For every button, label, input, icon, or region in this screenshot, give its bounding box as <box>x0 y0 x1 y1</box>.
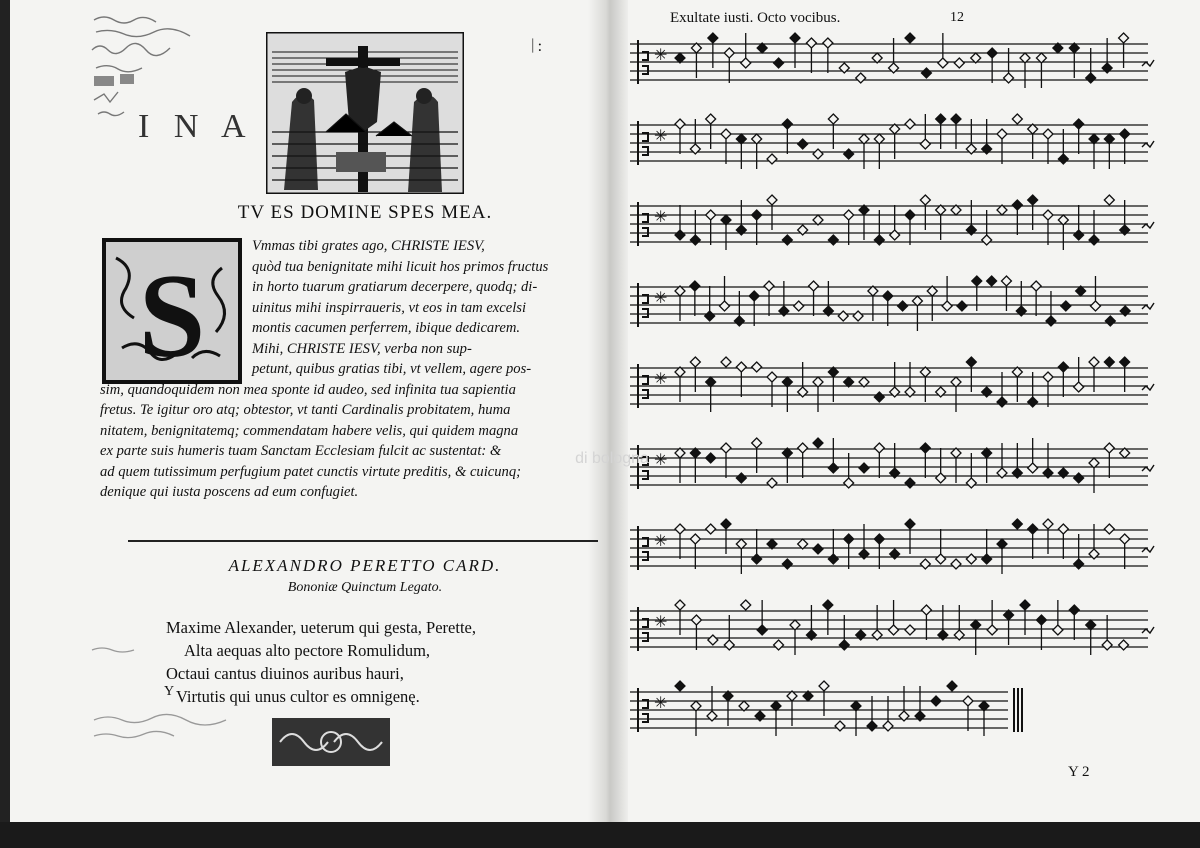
initial-letter: S <box>138 249 206 382</box>
music-note <box>997 129 1007 139</box>
music-note <box>1074 473 1084 483</box>
body-line: uinitus mihi inspirraueris, vt eos in tam excelsi <box>252 299 527 316</box>
music-note <box>883 291 893 301</box>
body-line: nitatem, benignitatemq; commendatam habere velis, qui quidem magna <box>100 422 519 439</box>
crucifixion-woodcut <box>266 32 464 194</box>
music-note <box>675 681 685 691</box>
music-note <box>905 478 915 488</box>
music-note <box>856 73 866 83</box>
sharp-sign: ✳ <box>654 614 668 631</box>
music-note <box>752 438 762 448</box>
right-page <box>628 0 1200 822</box>
music-note <box>1089 357 1099 367</box>
custos <box>1142 465 1154 471</box>
music-note <box>790 33 800 43</box>
music-note <box>782 559 792 569</box>
music-note <box>936 473 946 483</box>
music-note <box>859 463 869 473</box>
music-note <box>905 119 915 129</box>
music-note <box>905 625 915 635</box>
signature-mark-right: Y 2 <box>1068 764 1090 780</box>
music-note <box>757 625 767 635</box>
music-note <box>951 114 961 124</box>
poem-subheading: Bononiæ Quinctum Legato. <box>287 580 443 595</box>
music-note <box>921 605 931 615</box>
music-title: Exultate iusti. Octo vocibus. <box>670 10 841 26</box>
music-staff <box>630 114 1154 169</box>
music-note <box>809 281 819 291</box>
music-note <box>691 615 701 625</box>
music-note <box>752 210 762 220</box>
music-note <box>741 600 751 610</box>
music-note <box>823 600 833 610</box>
body-line: ex parte suis humeris tuam Sanctam Ecclesiam fulcit ac sustentat: & <box>100 443 502 459</box>
music-note <box>1001 276 1011 286</box>
music-note <box>708 33 718 43</box>
music-note <box>706 114 716 124</box>
sharp-sign: ✳ <box>654 290 668 307</box>
music-note <box>1036 615 1046 625</box>
music-note <box>1120 357 1130 367</box>
music-note <box>813 149 823 159</box>
music-note <box>813 438 823 448</box>
music-note <box>767 372 777 382</box>
music-note <box>920 443 930 453</box>
music-note <box>1105 316 1115 326</box>
music-note <box>741 58 751 68</box>
sharp-sign: ✳ <box>654 47 668 64</box>
music-note <box>874 443 884 453</box>
music-note <box>1120 534 1130 544</box>
final-barline <box>1014 688 1022 732</box>
music-note <box>1043 372 1053 382</box>
custos <box>1142 222 1154 228</box>
custos <box>1142 546 1154 552</box>
poem-line: Octaui cantus diuinos auribus hauri, <box>166 664 404 683</box>
music-note <box>764 281 774 291</box>
music-staff <box>630 519 1154 574</box>
music-note <box>721 519 731 529</box>
music-note <box>1031 281 1041 291</box>
body-line: ad quem tutissimum perfugium patet cunctis virtute preditis, & cuicunq; <box>100 463 522 480</box>
music-note <box>706 453 716 463</box>
music-note <box>767 154 777 164</box>
music-note <box>938 58 948 68</box>
music-note <box>883 721 893 731</box>
music-note <box>1074 559 1084 569</box>
music-note <box>774 640 784 650</box>
music-note <box>690 235 700 245</box>
music-note <box>1028 397 1038 407</box>
music-note <box>921 68 931 78</box>
music-note <box>838 311 848 321</box>
left-page <box>10 0 588 822</box>
music-note <box>767 195 777 205</box>
music-note <box>690 281 700 291</box>
music-note <box>806 38 816 48</box>
music-note <box>720 301 730 311</box>
body-line: montis cacumen perferrem, ibique dedicarem. <box>252 320 521 336</box>
music-note <box>1046 316 1056 326</box>
music-note <box>1090 301 1100 311</box>
music-note <box>782 119 792 129</box>
body-line: in horto tuarum gratiarum decerpere, quodq; di- <box>252 279 538 295</box>
music-note <box>1004 73 1014 83</box>
signature-mark: Y <box>164 684 175 699</box>
music-note <box>823 38 833 48</box>
poem-line: Maxime Alexander, ueterum qui gesta, Perette, <box>166 618 476 637</box>
music-note <box>1028 195 1038 205</box>
music-note <box>828 235 838 245</box>
music-note <box>898 301 908 311</box>
music-note <box>675 600 685 610</box>
music-note <box>1012 200 1022 210</box>
music-note <box>982 235 992 245</box>
music-note <box>966 357 976 367</box>
music-note <box>1074 230 1084 240</box>
music-note <box>844 149 854 159</box>
custos <box>1142 384 1154 390</box>
body-line: sim, quandoquidem non mea sponte id audeo, sed infinita tua sapientia <box>100 381 516 398</box>
music-note <box>721 357 731 367</box>
music-note <box>798 139 808 149</box>
music-note <box>1119 33 1129 43</box>
music-note <box>828 554 838 564</box>
music-note <box>889 625 899 635</box>
music-note <box>920 195 930 205</box>
music-note <box>1012 114 1022 124</box>
music-note <box>1058 362 1068 372</box>
sharp-sign: ✳ <box>654 452 668 469</box>
scan-edge-bottom <box>0 822 1200 848</box>
dedication-title: TV ES DOMINE SPES MEA. <box>237 202 493 223</box>
music-note <box>734 316 744 326</box>
music-note <box>1028 463 1038 473</box>
music-note <box>844 210 854 220</box>
music-staff <box>630 438 1154 493</box>
music-note <box>1028 524 1038 534</box>
music-staff <box>630 357 1154 412</box>
music-note <box>675 230 685 240</box>
music-note <box>920 139 930 149</box>
music-note <box>752 362 762 372</box>
music-staff <box>630 681 1022 736</box>
music-note <box>972 276 982 286</box>
music-note <box>675 524 685 534</box>
music-note <box>951 559 961 569</box>
music-note <box>813 544 823 554</box>
music-note <box>966 478 976 488</box>
music-note <box>749 291 759 301</box>
custos <box>1142 303 1154 309</box>
music-note <box>987 625 997 635</box>
margin-handwriting-lower <box>90 640 250 750</box>
music-note <box>1012 519 1022 529</box>
music-note <box>752 554 762 564</box>
poem-line: Alta aequas alto pectore Romulidum, <box>184 641 431 660</box>
music-note <box>957 301 967 311</box>
music-note <box>1020 600 1030 610</box>
music-note <box>1058 154 1068 164</box>
music-note <box>724 48 734 58</box>
music-note <box>942 301 952 311</box>
body-line: petunt, quibus gratias tibi, vt vellem, agere pos- <box>252 361 532 377</box>
music-note <box>774 58 784 68</box>
music-note <box>905 33 915 43</box>
music-note <box>905 210 915 220</box>
tailpiece-ornament <box>272 718 390 766</box>
music-note <box>1119 640 1129 650</box>
music-note <box>1053 625 1063 635</box>
music-note <box>1104 443 1114 453</box>
music-note <box>963 696 973 706</box>
poem-heading: ALEXANDRO PERETTO CARD. <box>228 556 502 575</box>
music-note <box>874 534 884 544</box>
music-note <box>721 443 731 453</box>
music-note <box>1104 524 1114 534</box>
music-note <box>1102 640 1112 650</box>
music-note <box>947 681 957 691</box>
body-line: Mihi, CHRISTE IESV, verba non sup- <box>252 340 472 357</box>
music-note <box>736 473 746 483</box>
music-note <box>706 210 716 220</box>
music-note <box>721 129 731 139</box>
music-note <box>920 559 930 569</box>
sharp-sign: ✳ <box>654 128 668 145</box>
music-staff <box>630 276 1154 331</box>
music-note <box>853 311 863 321</box>
music-note <box>954 58 964 68</box>
scan-edge-left <box>0 0 10 848</box>
sharp-sign: ✳ <box>654 695 668 712</box>
music-note <box>1089 235 1099 245</box>
music-note <box>966 554 976 564</box>
music-note <box>997 397 1007 407</box>
music-note <box>819 681 829 691</box>
music-note <box>1104 195 1114 205</box>
body-line: Vmmas tibi grates ago, CHRISTE IESV, <box>252 238 485 254</box>
music-note <box>839 640 849 650</box>
custos <box>1142 60 1154 66</box>
music-note <box>690 357 700 367</box>
music-note <box>794 301 804 311</box>
music-note <box>706 524 716 534</box>
music-note <box>1043 129 1053 139</box>
music-note <box>1074 119 1084 129</box>
music-note <box>798 443 808 453</box>
music-note <box>828 463 838 473</box>
music-staves <box>628 30 1200 765</box>
music-note <box>1069 605 1079 615</box>
music-note <box>936 114 946 124</box>
folio-number: 12 <box>950 10 964 25</box>
music-staff <box>630 33 1154 88</box>
music-note <box>844 534 854 544</box>
music-note <box>675 119 685 129</box>
music-note <box>905 519 915 529</box>
sharp-sign: ✳ <box>654 209 668 226</box>
music-note <box>1074 382 1084 392</box>
music-note <box>828 114 838 124</box>
music-note <box>1086 73 1096 83</box>
music-note <box>874 235 884 245</box>
music-note <box>767 478 777 488</box>
music-note <box>936 554 946 564</box>
music-note <box>1058 524 1068 534</box>
music-note <box>724 640 734 650</box>
music-note <box>1104 357 1114 367</box>
section-rule <box>128 540 598 542</box>
music-note <box>982 554 992 564</box>
body-line: fretus. Te igitur oro atq; obtestor, vt tanti Cardinalis probitatem, huma <box>100 402 511 418</box>
music-note <box>736 362 746 372</box>
page-mark: ᛁ: <box>528 38 543 55</box>
music-note <box>867 721 877 731</box>
music-note <box>987 48 997 58</box>
custos <box>1142 141 1154 147</box>
music-note <box>835 721 845 731</box>
music-note <box>1043 210 1053 220</box>
music-note <box>705 311 715 321</box>
faded-heading-letters: I N A <box>138 108 254 145</box>
body-line: quòd tua benignitate mihi licuit hos primos fructus <box>252 258 549 275</box>
music-note <box>690 534 700 544</box>
body-line: denique qui iusta poscens ad eum confugiet. <box>100 484 359 500</box>
music-note <box>1061 301 1071 311</box>
custos <box>1142 627 1154 633</box>
music-note <box>708 635 718 645</box>
poem-line: Virtutis qui unus cultor es omnigenę. <box>176 687 420 706</box>
music-note <box>782 235 792 245</box>
music-note <box>874 392 884 402</box>
music-note <box>1043 519 1053 529</box>
music-note <box>1120 129 1130 139</box>
sharp-sign: ✳ <box>654 371 668 388</box>
music-note <box>890 230 900 240</box>
library-watermark: di bologna <box>575 450 649 467</box>
sharp-sign: ✳ <box>654 533 668 550</box>
music-note <box>987 276 997 286</box>
dedication-body <box>100 236 600 503</box>
music-staff <box>630 195 1154 250</box>
music-note <box>931 696 941 706</box>
music-note <box>844 478 854 488</box>
music-staff <box>630 600 1154 655</box>
